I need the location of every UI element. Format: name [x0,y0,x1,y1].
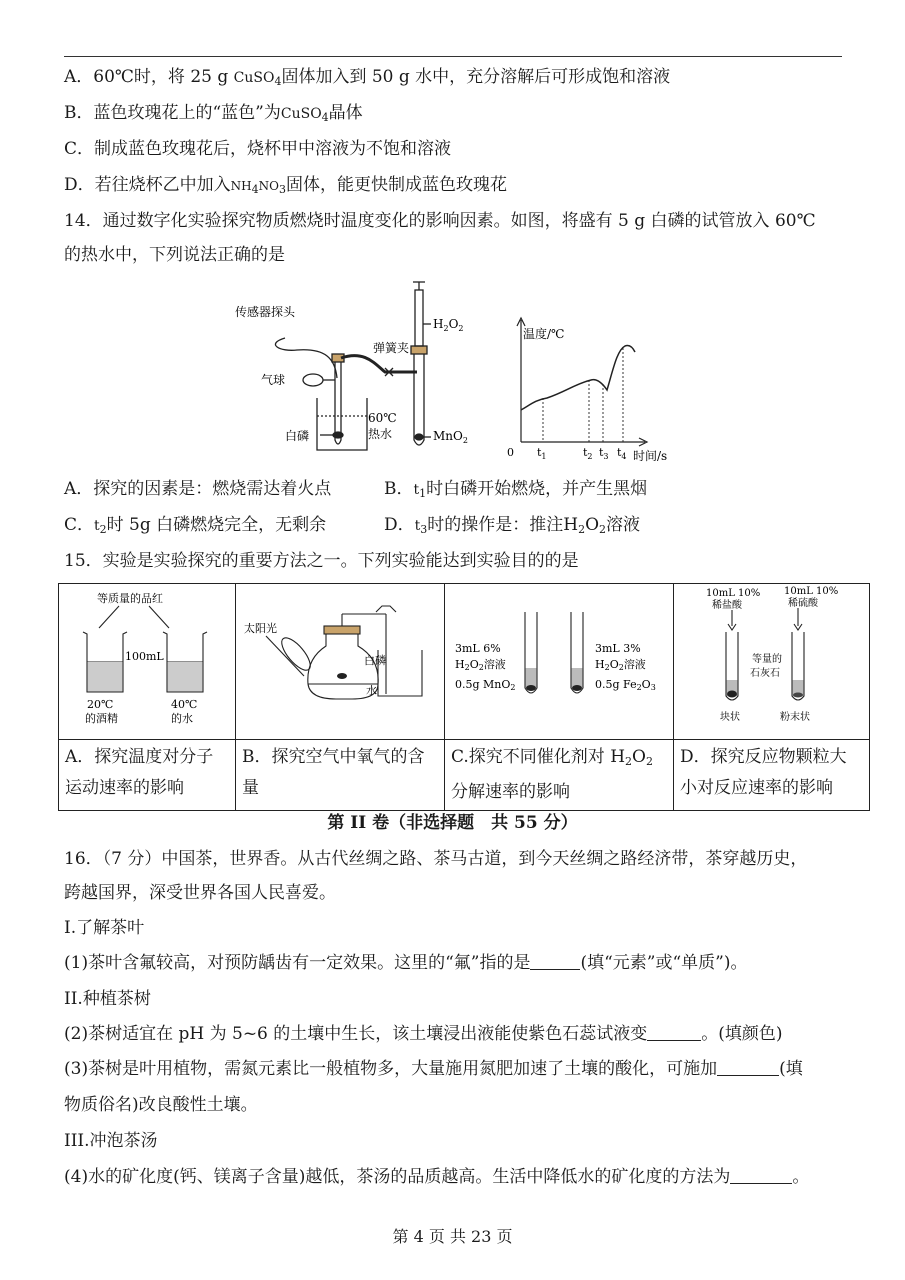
header-rule [64,56,842,57]
answer-blank[interactable] [647,1024,701,1041]
fig-a-r1: 40℃ [171,698,198,711]
fig-c-l1: 3mL 6% [455,642,501,655]
graph-t3: $t_3$ [599,446,609,461]
q13-option-b [64,100,844,131]
caption-c: C.探究不同催化剂对 $H_2O_2$ 分解速率的影响 [445,740,674,811]
fig-a-top: 等质量的品红 [97,592,163,605]
q15-stem: 15．实验是实验探究的重要方法之一。下列实验能达到实验目的的是 [64,551,579,571]
q13-option-a [64,64,844,95]
white-p-label: 白磷 [285,429,310,443]
answer-blank[interactable] [730,1167,792,1184]
formula: NH [230,179,252,193]
section-2-title: 第 II 卷（非选择题 共 55 分） [327,813,578,833]
fig-c-cell [445,584,674,740]
q16-stem-line1: 16．（7 分）中国茶，世界香。从古代丝绸之路、茶马古道，到今天丝绸之路经济带，茶穿越历史， [64,849,808,869]
q14-option-a: A．探究的因素是：燃烧需达着火点 [64,479,332,499]
q16-sub4: (4)水的矿化度(钙、镁离子含量)越低，茶汤的品质越高。生活中降低水的矿化度的方法为 。 [64,1167,810,1187]
h2o2-label: $H_2O_2$ [433,317,464,333]
fig-d-b1: 块状 [720,712,740,723]
fig-d-r1: 10mL 10% [784,586,839,597]
hot-water-label: 热水 [368,427,393,441]
fig-a-cell [59,584,236,740]
fig-c-r2: H2O2溶液 [595,658,646,672]
caption-a: A．探究温度对分子运动速率的影响 [59,740,236,811]
q14-option-b: B．$t_1$时白磷开始燃烧，并产生黑烟 [384,479,648,500]
q16-part1: I.了解茶叶 [64,918,145,938]
fig-b-water: 水 [366,684,377,697]
fig-c [445,584,673,734]
fig-d-m2: 石灰石 [750,668,780,679]
formula: NO [258,179,279,193]
temp-label: 60℃ [368,411,397,425]
fig-b-sun: 太阳光 [244,622,277,635]
graph-t4: $t_4$ [617,446,627,461]
fig-d-m1: 等量的 [752,654,782,665]
q13-option-d [64,172,844,203]
subscript: 4 [274,75,282,88]
fig-a-vol: 100mL [125,650,164,663]
caption-d: D．探究反应物颗粒大小对反应速率的影响 [674,740,870,811]
text: 固体，能更快制成蓝色玫瑰花 [285,175,507,195]
fig-d-cell [674,584,870,740]
fig-d-b2: 粉末状 [780,712,810,723]
q13-option-c: C．制成蓝色玫瑰花后，烧杯甲中溶液为不饱和溶液 [64,139,452,159]
subscript: 4 [321,111,329,124]
fig-d [674,584,869,734]
q16-sub3-cont: 物质俗名)改良酸性土壤。 [64,1095,258,1115]
q16-sub1: (1)茶叶含氟较高，对预防龋齿有一定效果。这里的“氟”指的是 (填“元素”或“单质”)。 [64,953,748,973]
fig-c-r1: 3mL 3% [595,642,641,655]
page-footer: 第 4 页 共 23 页 [392,1227,513,1246]
graph-xlabel: 时间/s [633,449,668,463]
subscript: 4 [251,183,259,196]
subscript: 3 [278,183,286,196]
graph-t2: $t_2$ [583,446,593,461]
answer-blank[interactable] [530,953,580,970]
q16-stem-line2: 跨越国界，深受世界各国人民喜爱。 [64,883,336,903]
graph-origin: 0 [507,446,514,459]
q16-sub2: (2)茶树适宜在 pH 为 5~6 的土壤中生长，该土壤浸出液能使紫色石蕊试液变 。(填颜色) [64,1024,783,1044]
q15-table [58,583,870,811]
fig-d-l2: 稀盐酸 [712,600,742,611]
q16-part3: III.冲泡茶汤 [64,1131,158,1151]
clamp-label: 弹簧夹 [373,341,410,355]
fig-a-l2: 的酒精 [85,712,118,725]
q14-stem-line1: 14．通过数字化实验探究物质燃烧时温度变化的影响因素。如图，将盛有 5 g 白磷的试管放入 60℃ [64,211,816,231]
q14-option-d: D．$t_3$时的操作是：推注$H_2O_2$溶液 [384,515,641,536]
q14-apparatus-figure [225,280,685,470]
sensor-label: 传感器探头 [235,305,296,319]
mno2-label: MnO$_2$ [433,429,468,445]
fig-a [59,584,235,734]
text: 固体加入到 50 g 水中，充分溶解后可形成饱和溶液 [281,67,671,87]
formula: CuSO [233,70,275,86]
text: 晶体 [328,103,363,123]
formula: CuSO [280,106,322,122]
graph-t1: $t_1$ [537,446,547,461]
text: B．蓝色玫瑰花上的“蓝色”为 [64,103,281,123]
fig-a-r2: 的水 [171,712,193,725]
fig-c-l2: H2O2溶液 [455,658,506,672]
answer-blank[interactable] [717,1059,779,1076]
fig-c-r3: 0.5g Fe2O3 [595,678,656,692]
q16-sub3: (3)茶树是叶用植物，需氮元素比一般植物多，大量施用氮肥加速了土壤的酸化，可施加 (填 [64,1059,803,1079]
fig-c-l3: 0.5g MnO2 [455,678,516,692]
text: D．若往烧杯乙中加入 [64,175,231,195]
text: A．60℃时，将 25 g [64,67,234,87]
fig-d-r2: 稀硫酸 [788,598,818,609]
q16-part2: II.种植茶树 [64,989,151,1009]
fig-b-p: 白磷 [364,654,386,667]
fig-b [236,584,444,734]
fig-d-l1: 10mL 10% [706,588,761,599]
balloon-label: 气球 [261,373,286,387]
graph-ylabel: 温度/℃ [523,327,565,341]
q14-stem-line2: 的热水中，下列说法正确的是 [64,245,285,265]
fig-b-cell [236,584,445,740]
caption-b: B．探究空气中氧气的含量 [236,740,445,811]
q14-option-c: C．$t_2$时 5g 白磷燃烧完全，无剩余 [64,515,327,536]
fig-a-l1: 20℃ [87,698,114,711]
